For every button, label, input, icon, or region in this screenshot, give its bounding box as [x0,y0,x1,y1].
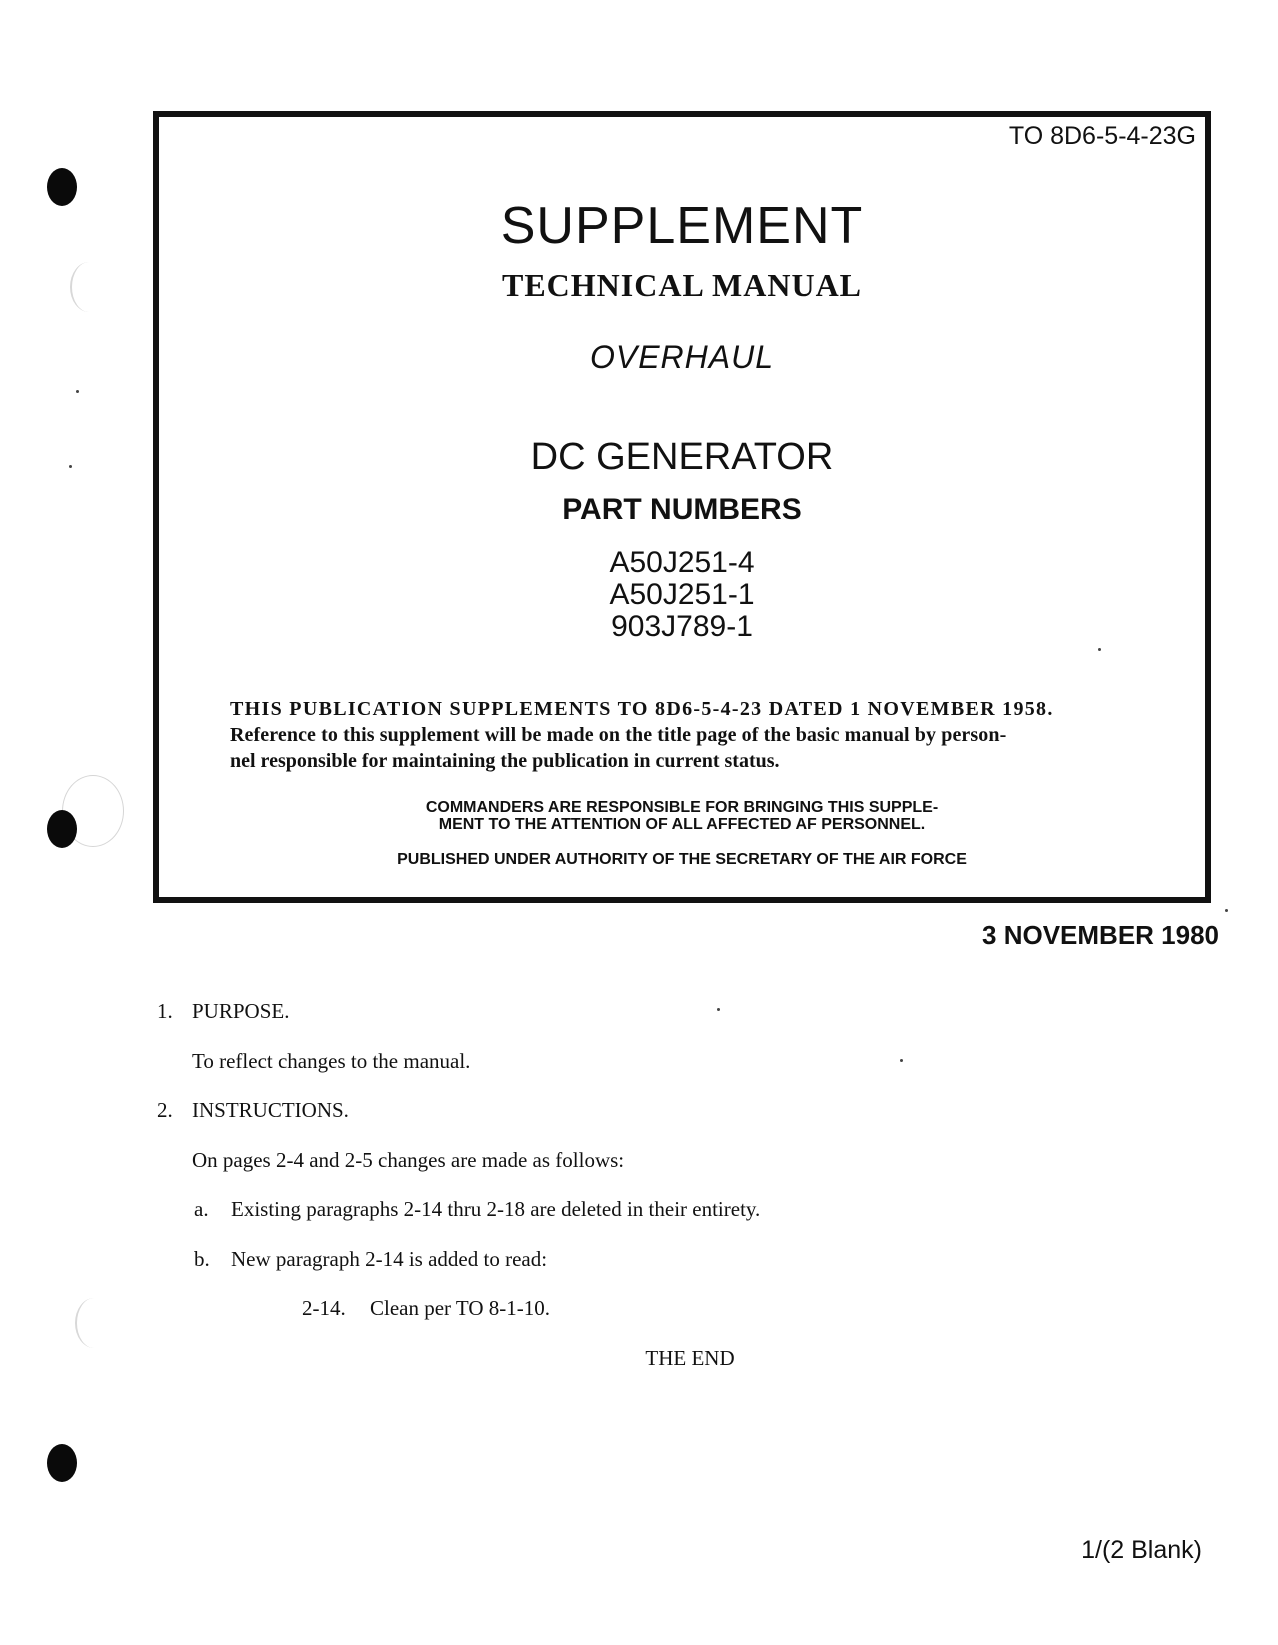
list-item-label: b. [194,1247,210,1271]
speck [76,390,79,393]
section-text: On pages 2-4 and 2-5 changes are made as follows: [192,1148,625,1172]
speck [900,1059,903,1062]
supplement-notice-line: nel responsible for maintaining the publication in current status. [230,750,780,772]
binder-hole-ghost-upper [70,262,108,312]
supplement-notice-line: Reference to this supplement will be made on the title page of the basic manual by person- [230,724,1007,746]
binder-hole-top [47,168,77,206]
supplement-notice-line: THIS PUBLICATION SUPPLEMENTS TO 8D6-5-4-23 DATED 1 NOVEMBER 1958. [230,698,1054,720]
end-marker: THE END [645,1346,735,1370]
part-number: A50J251-1 [609,578,755,611]
document-subtitle: TECHNICAL MANUAL [501,267,863,303]
speck [69,465,72,468]
page-number: 1/(2 Blank) [1081,1536,1202,1564]
binder-hole-middle [47,810,77,848]
authority-statement: PUBLISHED UNDER AUTHORITY OF THE SECRETARY OF THE AIR FORCE [397,851,967,868]
list-item-text: New paragraph 2-14 is added to read: [231,1247,548,1271]
document-title: SUPPLEMENT [500,197,864,255]
section-heading: INSTRUCTIONS. [192,1098,349,1122]
commanders-notice-line: MENT TO THE ATTENTION OF ALL AFFECTED AF PERSONNEL. [438,816,926,833]
equipment-name: DC GENERATOR [530,436,834,478]
binder-hole-bottom [47,1444,77,1482]
section-heading: PURPOSE. [192,999,290,1023]
part-number: 903J789-1 [611,610,753,643]
section-number: 1. [157,999,173,1023]
section-text: To reflect changes to the manual. [192,1049,471,1073]
publication-date: 3 NOVEMBER 1980 [982,920,1219,950]
list-item-label: a. [194,1197,209,1221]
part-numbers-heading: PART NUMBERS [562,493,802,526]
part-number: A50J251-4 [609,546,755,579]
list-item-text: Existing paragraphs 2-14 thru 2-18 are deleted in their entirety. [231,1197,761,1221]
speck [1225,909,1228,912]
to-number: TO 8D6-5-4-23G [1008,122,1196,150]
section-number: 2. [157,1098,173,1122]
commanders-notice-line: COMMANDERS ARE RESPONSIBLE FOR BRINGING THIS SUPPLE- [425,799,939,816]
speck [717,1008,720,1011]
new-paragraph-number: 2-14. [302,1296,346,1320]
new-paragraph-text: Clean per TO 8-1-10. [370,1296,551,1320]
binder-hole-ghost-lower [75,1298,113,1348]
document-type: OVERHAUL [589,339,775,375]
